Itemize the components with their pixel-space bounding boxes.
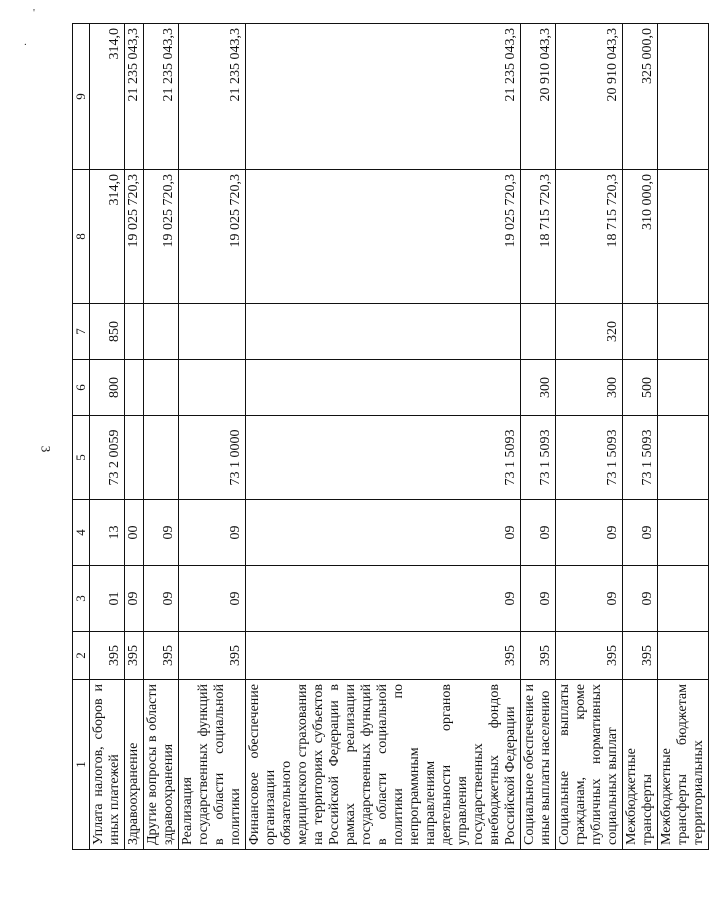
cell-c7 — [179, 304, 246, 360]
table-row — [623, 24, 658, 850]
table-row — [658, 24, 709, 850]
cell-c9: 325 000,0 — [623, 24, 658, 170]
cell-c6: 300 — [521, 360, 556, 416]
cell-c8: 19 025 720,3 — [246, 170, 521, 304]
cell-c2 — [658, 632, 709, 680]
cell-c6 — [125, 360, 144, 416]
cell-c7 — [144, 304, 179, 360]
cell-c4: 09 — [623, 500, 658, 566]
header-row — [73, 24, 90, 850]
cell-c8: 19 025 720,3 — [179, 170, 246, 304]
cell-c7 — [125, 304, 144, 360]
scan-mark: ' — [33, 7, 35, 19]
table-row — [144, 24, 179, 850]
row-name: Межбюджетные трансферты — [623, 680, 658, 850]
cell-c5 — [144, 416, 179, 500]
cell-c5 — [658, 416, 709, 500]
cell-c7: 320 — [556, 304, 623, 360]
cell-c6 — [144, 360, 179, 416]
budget-table — [72, 23, 709, 850]
cell-c4: 09 — [179, 500, 246, 566]
cell-c8: 19 025 720,3 — [144, 170, 179, 304]
column-header-7: 7 — [73, 304, 90, 360]
rotated-page — [72, 24, 706, 850]
column-header-1: 1 — [73, 680, 90, 850]
cell-c8: 19 025 720,3 — [125, 170, 144, 304]
cell-c5: 73 1 5093 — [556, 416, 623, 500]
table-row — [90, 24, 125, 850]
cell-c3: 09 — [179, 566, 246, 632]
cell-c3: 09 — [144, 566, 179, 632]
cell-c8: 18 715 720,3 — [521, 170, 556, 304]
column-header-6: 6 — [73, 360, 90, 416]
cell-c7 — [658, 304, 709, 360]
cell-c9: 21 235 043,3 — [144, 24, 179, 170]
cell-c7 — [246, 304, 521, 360]
cell-c2: 395 — [623, 632, 658, 680]
cell-c2: 395 — [179, 632, 246, 680]
column-header-9: 9 — [73, 24, 90, 170]
cell-c4: 09 — [144, 500, 179, 566]
cell-c9 — [658, 24, 709, 170]
cell-c9: 20 910 043,3 — [556, 24, 623, 170]
cell-c8 — [658, 170, 709, 304]
cell-c5: 73 1 5093 — [521, 416, 556, 500]
page-number: 3 — [38, 445, 54, 453]
cell-c2: 395 — [125, 632, 144, 680]
cell-c4 — [658, 500, 709, 566]
cell-c7 — [623, 304, 658, 360]
cell-c2: 395 — [90, 632, 125, 680]
cell-c8: 314,0 — [90, 170, 125, 304]
row-name: Социальные выплаты гражданам, кроме публичных нормативных социальных выплат — [556, 680, 623, 850]
cell-c7: 850 — [90, 304, 125, 360]
cell-c8: 18 715 720,3 — [556, 170, 623, 304]
cell-c6 — [658, 360, 709, 416]
cell-c4: 09 — [246, 500, 521, 566]
table-row — [521, 24, 556, 850]
cell-c3: 09 — [623, 566, 658, 632]
cell-c6: 800 — [90, 360, 125, 416]
column-header-4: 4 — [73, 500, 90, 566]
cell-c2: 395 — [521, 632, 556, 680]
cell-c5: 73 1 5093 — [623, 416, 658, 500]
cell-c3: 09 — [125, 566, 144, 632]
cell-c6 — [246, 360, 521, 416]
cell-c2: 395 — [144, 632, 179, 680]
cell-c7 — [521, 304, 556, 360]
cell-c4: 09 — [556, 500, 623, 566]
cell-c5: 73 2 0059 — [90, 416, 125, 500]
column-header-8: 8 — [73, 170, 90, 304]
cell-c2: 395 — [246, 632, 521, 680]
cell-c6: 300 — [556, 360, 623, 416]
cell-c9: 21 235 043,3 — [246, 24, 521, 170]
column-header-3: 3 — [73, 566, 90, 632]
cell-c3 — [658, 566, 709, 632]
cell-c5: 73 1 0000 — [179, 416, 246, 500]
cell-c4: 09 — [521, 500, 556, 566]
row-name: Финансовое обеспечение организации обязательного медицинского страхования на территориях субъектов Российской Федерации в рамках реализации государственных функций в области социальной политики по непрограммным направлениям деятельности органов управления государственных внебюджетных фондов Российской Федерации — [246, 680, 521, 850]
row-name: Здравоохранение — [125, 680, 144, 850]
column-header-2: 2 — [73, 632, 90, 680]
cell-c4: 00 — [125, 500, 144, 566]
cell-c5: 73 1 5093 — [246, 416, 521, 500]
cell-c2: 395 — [556, 632, 623, 680]
cell-c4: 13 — [90, 500, 125, 566]
row-name: Другие вопросы в области здравоохранения — [144, 680, 179, 850]
cell-c3: 09 — [556, 566, 623, 632]
row-name: Реализация государственных функций в области социальной политики — [179, 680, 246, 850]
cell-c9: 314,0 — [90, 24, 125, 170]
table-row — [556, 24, 623, 850]
row-name: Уплата налогов, сборов и иных платежей — [90, 680, 125, 850]
row-name: Социальное обеспечение и иные выплаты населению — [521, 680, 556, 850]
table-row — [125, 24, 144, 850]
cell-c3: 09 — [521, 566, 556, 632]
column-header-5: 5 — [73, 416, 90, 500]
cell-c3: 01 — [90, 566, 125, 632]
cell-c9: 21 235 043,3 — [125, 24, 144, 170]
cell-c9: 21 235 043,3 — [179, 24, 246, 170]
cell-c9: 20 910 043,3 — [521, 24, 556, 170]
cell-c6 — [179, 360, 246, 416]
scan-mark: . — [24, 36, 27, 48]
cell-c6: 500 — [623, 360, 658, 416]
cell-c8: 310 000,0 — [623, 170, 658, 304]
table-row — [246, 24, 521, 850]
table-row — [179, 24, 246, 850]
cell-c5 — [125, 416, 144, 500]
cell-c3: 09 — [246, 566, 521, 632]
row-name: Межбюджетные трансферты бюджетам территориальных — [658, 680, 709, 850]
